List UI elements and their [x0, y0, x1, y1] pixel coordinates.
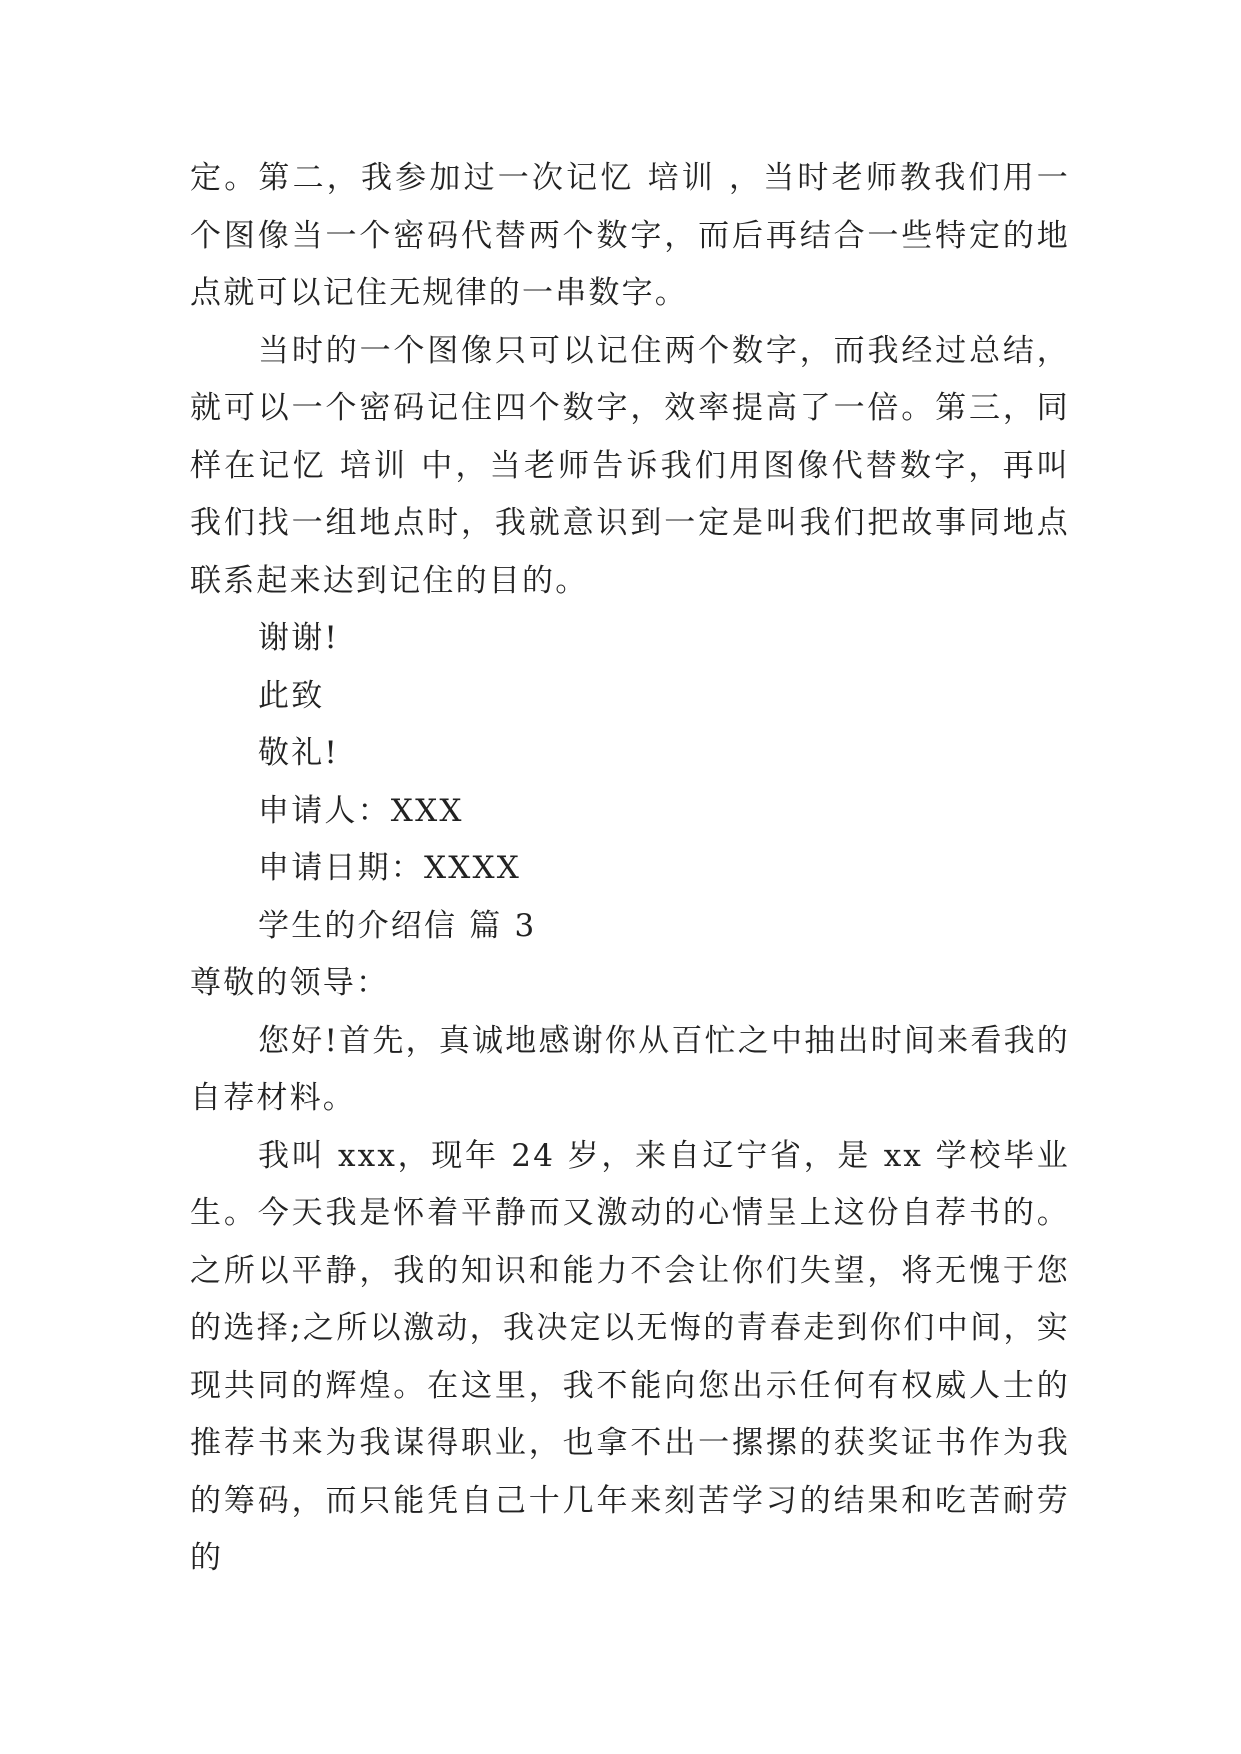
document-body: [190, 150, 1070, 1588]
closing-regards: 敬礼!: [258, 735, 340, 771]
section-heading: 学生的介绍信 篇 3: [258, 907, 537, 944]
closing-salutation: 此致: [258, 677, 325, 714]
paragraph-continuation: 定。第二，我参加过一次记忆 培训 ，当时老师教我们用一个图像当一个密码代替两个数字，而后再结合一些特定的地点就可以记住无规律的一串数字。: [190, 160, 1070, 311]
letter-greeting: 尊敬的领导：: [190, 965, 390, 1001]
self-introduction-paragraph: 我叫 xxx，现年 24 岁，来自辽宁省，是 xx 学校毕业生。今天我是怀着平静而又激动的心情呈上这份自荐书的。之所以平静，我的知识和能力不会让你们失望，将无愧于您的选择;之所以激动，我决定以无悔的青春走到你们中间，实现共同的辉煌。在这里，我不能向您出示任何有权威人士的推荐书来为我谋得职业，也拿不出一摞摞的获奖证书作为我的筹码，而只能凭自己十几年来刻苦学习的结果和吃苦耐劳的: [190, 1137, 1070, 1576]
paragraph-memory-method: 当时的一个图像只可以记住两个数字，而我经过总结，就可以一个密码记住四个数字，效率提高了一倍。第三，同样在记忆 培训 中，当老师告诉我们用图像代替数字，再叫我们找一组地点时，我就意识到一定是叫我们把故事同地点联系起来达到记住的目的。: [190, 332, 1070, 599]
application-date-line: 申请日期：XXXX: [258, 850, 522, 886]
opening-paragraph: 您好!首先，真诚地感谢你从百忙之中抽出时间来看我的自荐材料。: [190, 1022, 1070, 1116]
closing-thanks: 谢谢!: [258, 620, 340, 656]
applicant-line: 申请人：XXX: [258, 792, 464, 829]
